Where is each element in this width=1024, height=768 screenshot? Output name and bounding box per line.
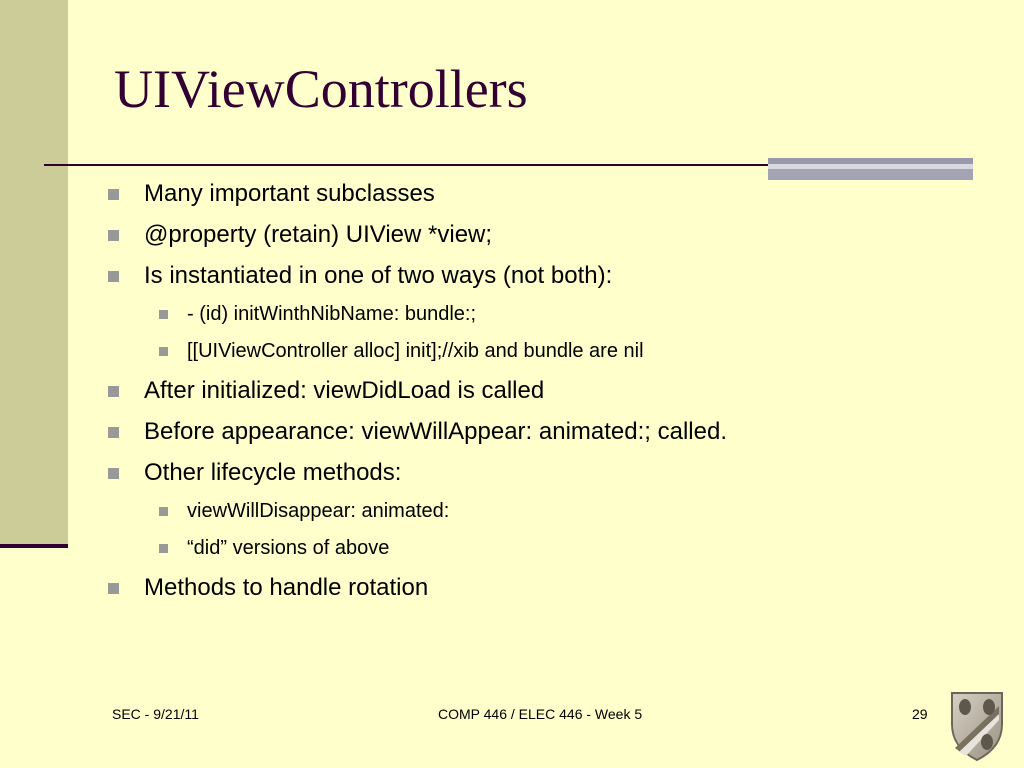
sub-bullet-item [187,340,644,362]
slide-number: 29 [912,706,928,722]
bullet-item [144,378,544,404]
bullet-text: viewWillDisappear: animated: [187,500,450,522]
footer-date: SEC - 9/21/11 [112,706,199,722]
bullet-text: @property (retain) UIView *view; [144,221,493,248]
square-bullet-icon [159,544,168,553]
square-bullet-icon [108,230,119,241]
bullet-text: Is instantiated in one of two ways (not both): [144,262,613,289]
bullet-item [144,222,492,248]
bullet-item [144,575,428,601]
rice-university-shield-icon [949,690,1005,762]
bullet-item [144,460,401,486]
footer-course: COMP 446 / ELEC 446 - Week 5 [438,706,643,722]
square-bullet-icon [108,189,119,200]
bullet-text: Other lifecycle methods: [144,459,402,486]
bullet-text: “did” versions of above [187,537,390,559]
bullet-item [144,419,727,445]
title-underline-rule [44,164,770,166]
sub-bullet-item [187,537,389,559]
square-bullet-icon [108,386,119,397]
left-sidebar-rule [0,544,68,548]
left-sidebar-band [0,0,68,545]
square-bullet-icon [159,507,168,516]
bullet-text: [[UIViewController alloc] init];//xib and bundle are nil [187,340,644,362]
bullet-text: Methods to handle rotation [144,574,429,601]
square-bullet-icon [159,347,168,356]
square-bullet-icon [108,271,119,282]
bullet-text: Many important subclasses [144,180,435,207]
slide-title: UIViewControllers [114,59,528,119]
bullet-text: Before appearance: viewWillAppear: animated:; called. [144,418,727,445]
sub-bullet-item [187,303,476,325]
square-bullet-icon [108,427,119,438]
sub-bullet-item [187,500,449,522]
square-bullet-icon [108,583,119,594]
bullet-text: After initialized: viewDidLoad is called [144,377,545,404]
bullet-text: - (id) initWinthNibName: bundle:; [187,303,476,325]
bullet-item [144,181,435,207]
square-bullet-icon [108,468,119,479]
title-accent-bar [768,158,973,180]
bullet-item [144,263,612,289]
square-bullet-icon [159,310,168,319]
